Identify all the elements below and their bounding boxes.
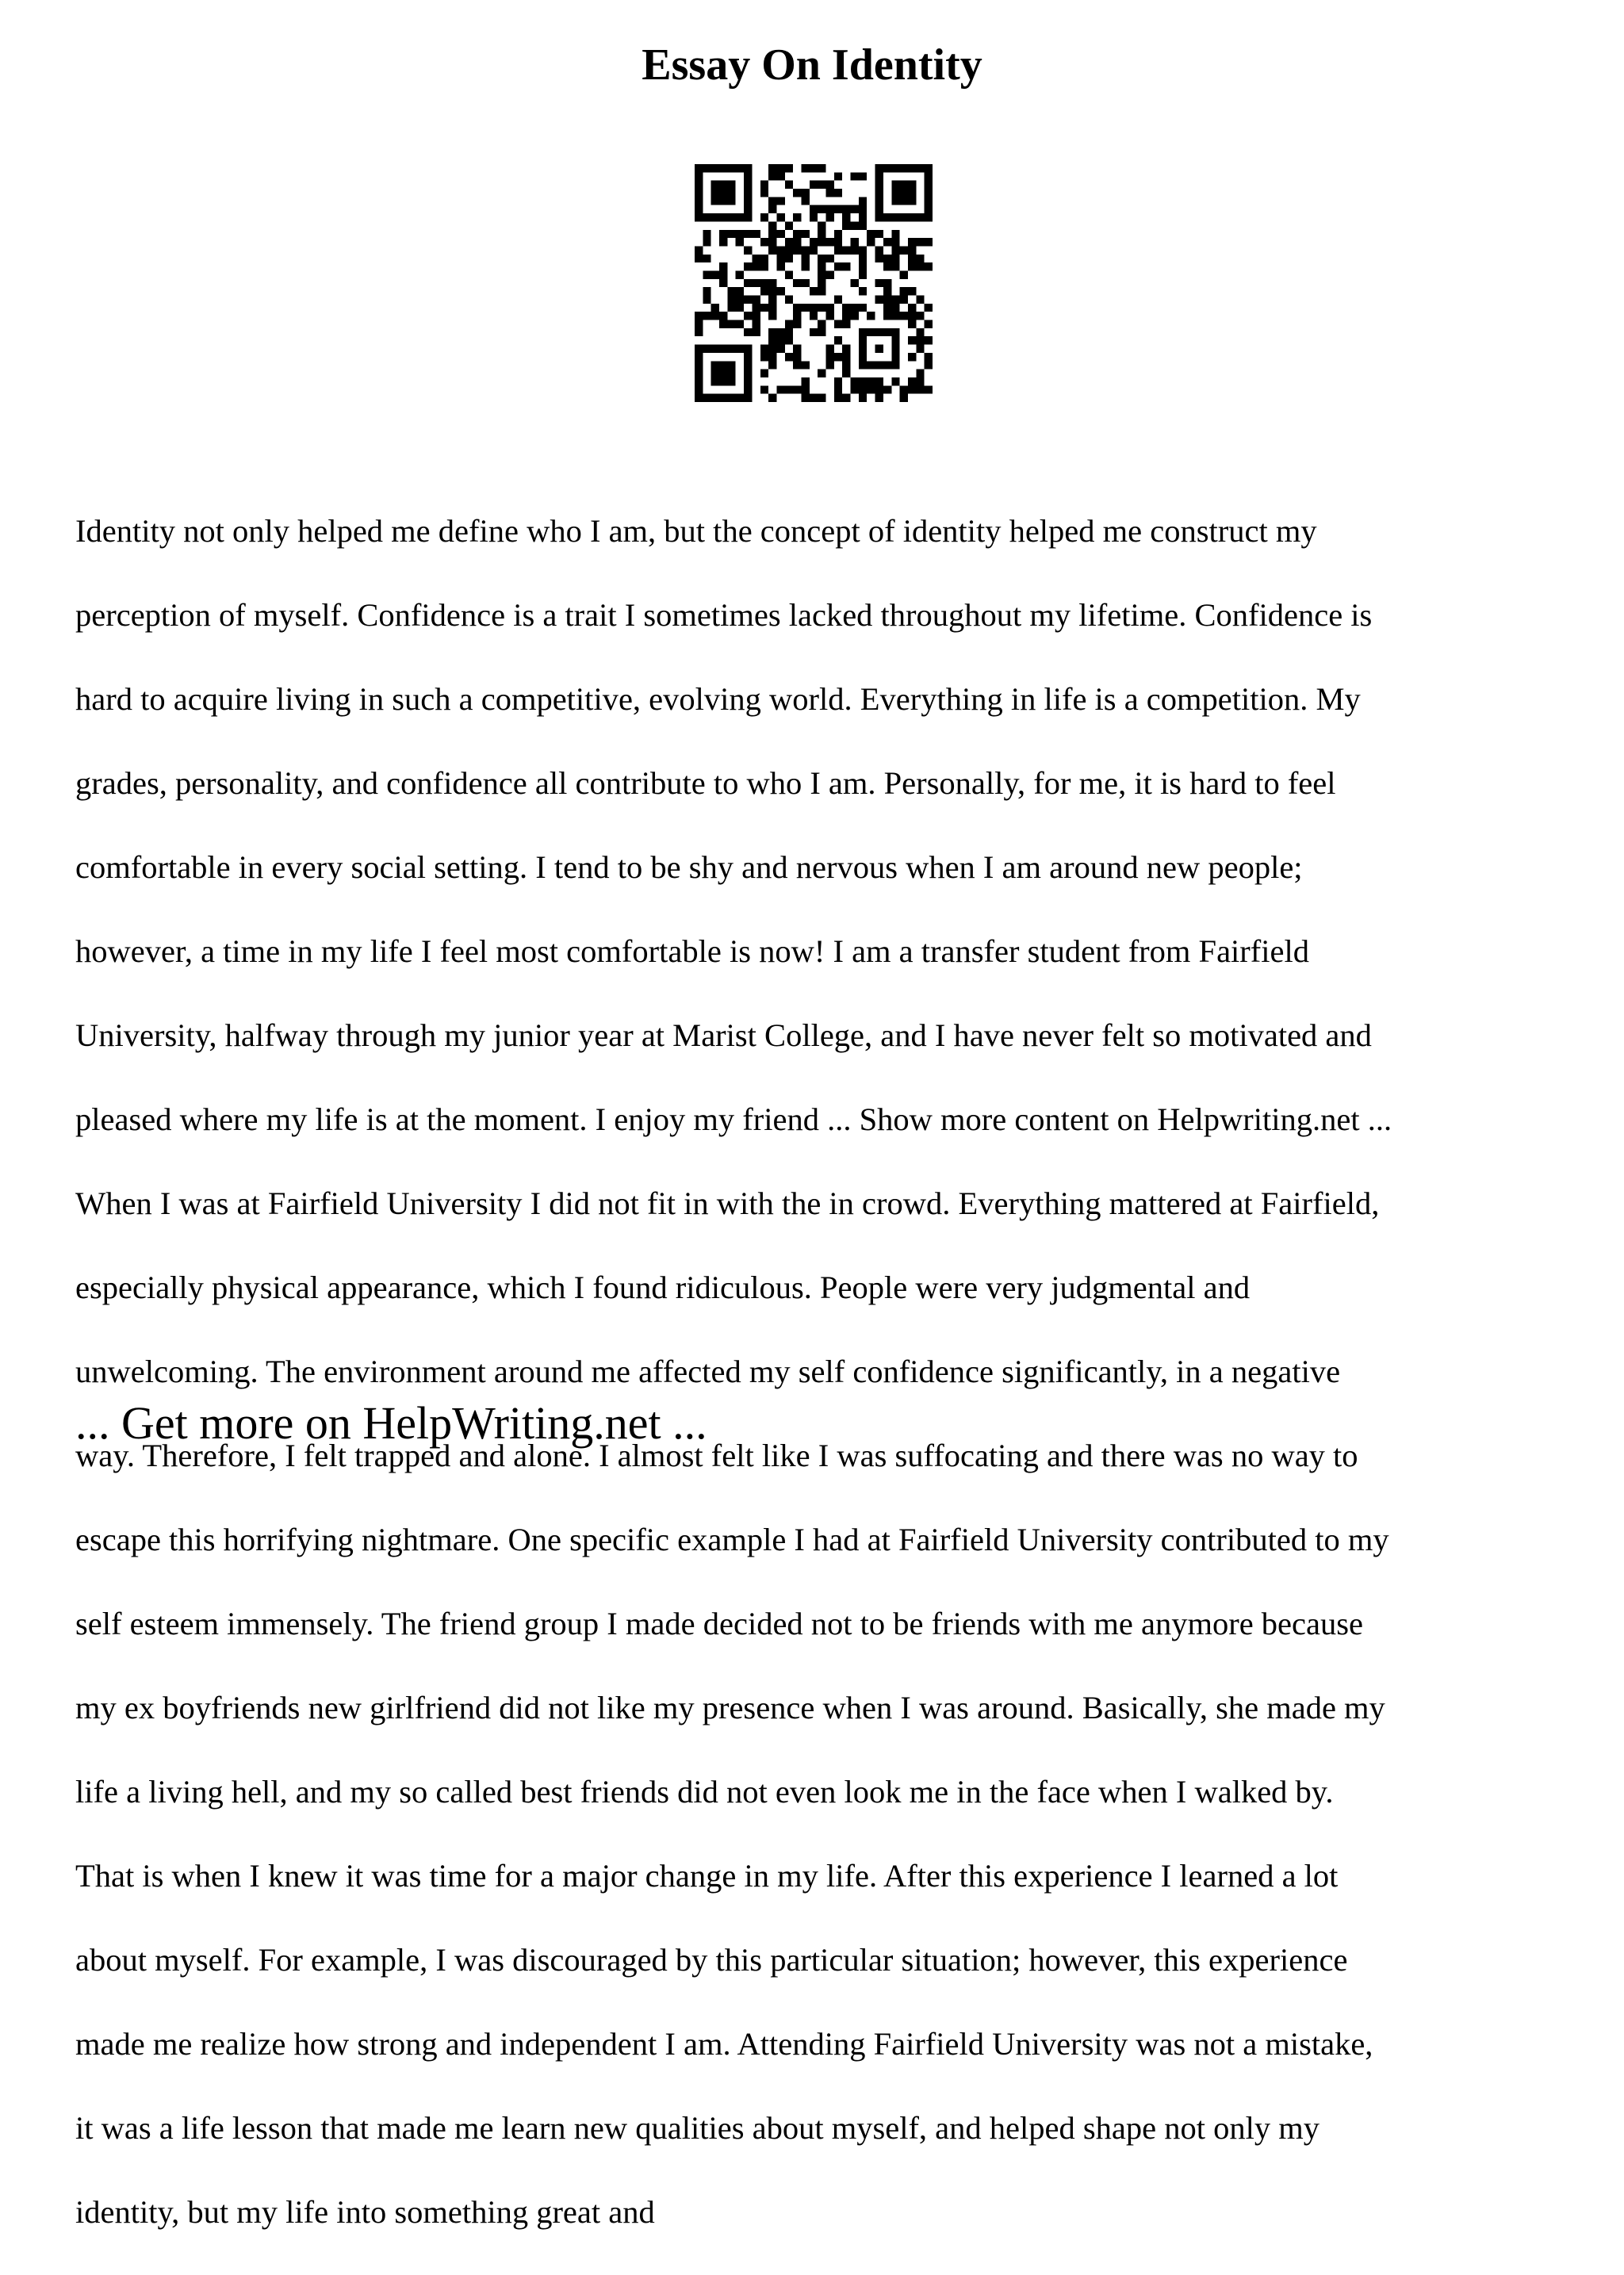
essay-line: comfortable in every social setting. I tend to be shy and nervous when I am around new people; [75,849,1303,885]
essay-line: life a living hell, and my so called best friends did not even look me in the face when I walked by. [75,1774,1334,1810]
essay-line: my ex boyfriends new girlfriend did not like my presence when I was around. Basically, she made my [75,1690,1385,1725]
essay-line: identity, but my life into something great and [75,2194,655,2230]
page-title: Essay On Identity [642,40,982,90]
essay-line: especially physical appearance, which I found ridiculous. People were very judgmental and [75,1270,1251,1305]
essay-line: about myself. For example, I was discouraged by this particular situation; however, this experience [75,1942,1348,1978]
qr-code-icon[interactable] [695,164,933,402]
essay-line: Identity not only helped me define who I am, but the concept of identity helped me construct my [75,513,1317,549]
essay-line: pleased where my life is at the moment. I enjoy my friend ... Show more content on Helpwriting.net ... [75,1101,1392,1137]
essay-line: escape this horrifying nightmare. One specific example I had at Fairfield University contributed to my [75,1522,1389,1557]
get-more-link[interactable]: ... Get more on HelpWriting.net ... [75,1397,707,1449]
essay-line: When I was at Fairfield University I did not fit in with the in crowd. Everything mattered at Fairfield, [75,1185,1380,1221]
essay-line: unwelcoming. The environment around me affected my self confidence significantly, in a negative [75,1354,1341,1389]
essay-line: however, a time in my life I feel most comfortable is now! I am a transfer student from Fairfield [75,933,1310,969]
essay-line: That is when I knew it was time for a major change in my life. After this experience I learned a lot [75,1858,1339,1894]
essay-line: grades, personality, and confidence all contribute to who I am. Personally, for me, it is hard to feel [75,765,1336,801]
essay-line: made me realize how strong and independent I am. Attending Fairfield University was not a mistake, [75,2026,1373,2062]
essay-line: self esteem immensely. The friend group I made decided not to be friends with me anymore because [75,1606,1363,1641]
essay-body [75,468,1558,2275]
essay-line: hard to acquire living in such a competitive, evolving world. Everything in life is a competition. My [75,681,1361,717]
essay-line: University, halfway through my junior year at Marist College, and I have never felt so motivated and [75,1017,1372,1053]
essay-line: it was a life lesson that made me learn new qualities about myself, and helped shape not only my [75,2110,1320,2146]
essay-line: perception of myself. Confidence is a trait I sometimes lacked throughout my lifetime. Confidence is [75,597,1373,633]
essay-line: way. Therefore, I felt trapped and alone. I almost felt like I was suffocating and there was no way to [75,1438,1358,1473]
